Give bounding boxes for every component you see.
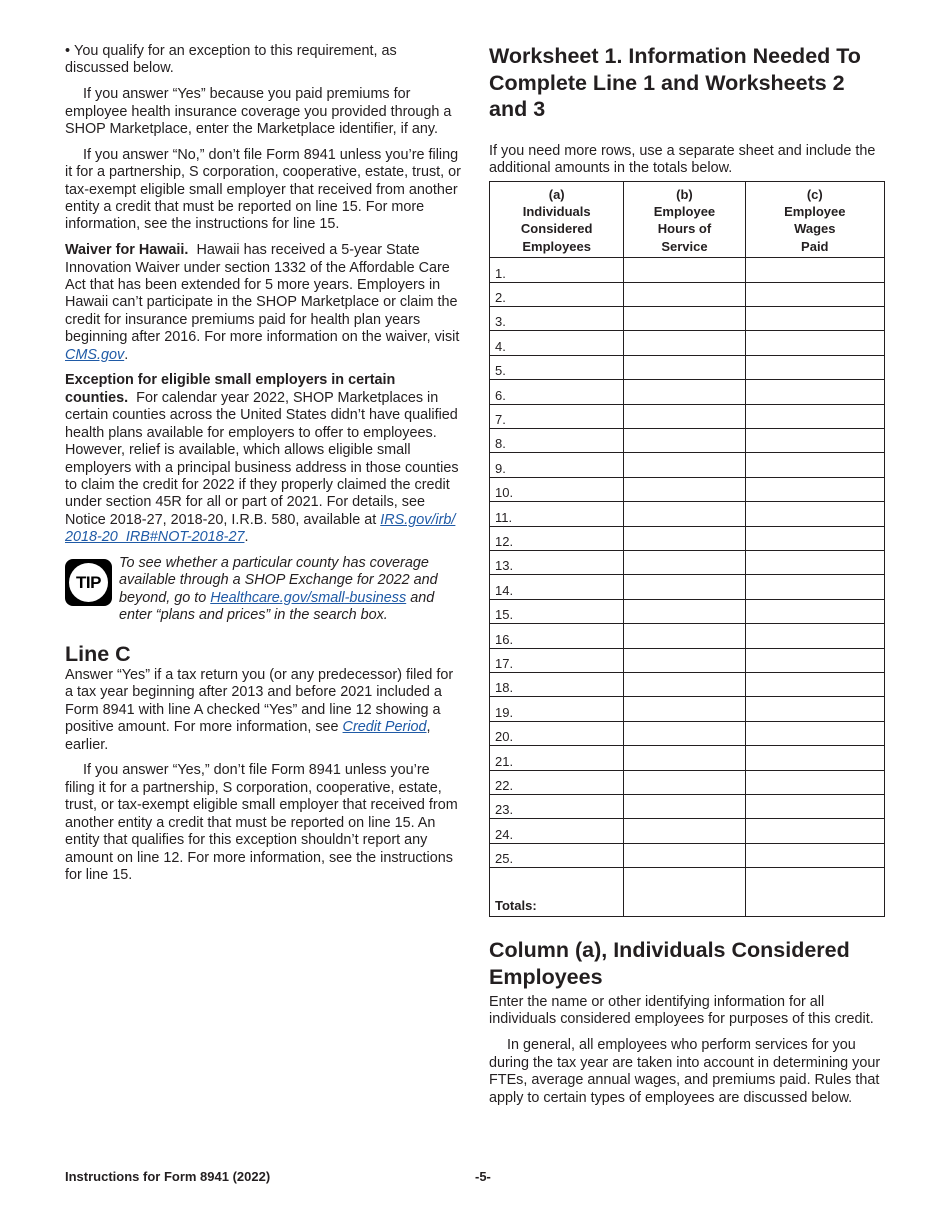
wages-cell[interactable] xyxy=(745,331,884,355)
table-row xyxy=(490,746,885,770)
hours-cell[interactable] xyxy=(624,819,745,843)
form-title: Instructions for Form 8941 (2022) xyxy=(65,1169,271,1184)
paragraph-yes: If you answer “Yes” because you paid premiums for employee health insurance coverage you provided through a SHOP Marketplace, enter the Marketplace identifier, if any. xyxy=(65,86,452,138)
row-number[interactable]: 5. xyxy=(490,355,624,379)
hours-cell[interactable] xyxy=(624,624,745,648)
totals-row xyxy=(490,868,885,917)
exception-title: Exception for eligible small employers in certain counties. xyxy=(65,372,396,406)
right-column xyxy=(489,43,885,1115)
table-row xyxy=(490,526,885,550)
wages-cell[interactable] xyxy=(745,551,884,575)
wages-cell[interactable] xyxy=(745,672,884,696)
hours-cell[interactable] xyxy=(624,429,745,453)
row-number[interactable]: 23. xyxy=(490,794,624,818)
table-row xyxy=(490,770,885,794)
hours-cell[interactable] xyxy=(624,526,745,550)
hours-cell[interactable] xyxy=(624,575,745,599)
hours-cell[interactable] xyxy=(624,258,745,282)
page-number: -5- xyxy=(475,1169,491,1184)
wages-cell[interactable] xyxy=(745,697,884,721)
row-number[interactable]: 2. xyxy=(490,282,624,306)
bullet-icon: • xyxy=(65,43,75,59)
column-b-header: (b) Employee Hours of Service xyxy=(624,182,745,258)
table-row xyxy=(490,355,885,379)
exception-paragraph: Exception for eligible small employers in certain counties. For calendar year 2022, SHOP Marketplaces in certain counties across the United States didn’t have qualified health plans available for employers to offer to employees. However, relief is available, which allows eligible small employers with a principal business address in those counties to claim the credit for 2022 if they properly claimed the credit under section 45R for all or part of 2021. For details, see Notice 2018-27, 2018-20, I.R.B. 580, available at IRS.gov/irb/ 2018-20_IRB#NOT-2018-27. xyxy=(65,372,459,546)
table-row xyxy=(490,502,885,526)
table-row xyxy=(490,380,885,404)
wages-cell[interactable] xyxy=(745,477,884,501)
row-number[interactable]: 25. xyxy=(490,843,624,867)
wages-cell[interactable] xyxy=(745,819,884,843)
row-number[interactable]: 22. xyxy=(490,770,624,794)
bullet-item: • You qualify for an exception to this requirement, as discussed below. xyxy=(65,43,397,77)
hours-cell[interactable] xyxy=(624,380,745,404)
wages-cell[interactable] xyxy=(745,526,884,550)
table-row xyxy=(490,331,885,355)
row-number[interactable]: 17. xyxy=(490,648,624,672)
row-number[interactable]: 7. xyxy=(490,404,624,428)
row-number[interactable]: 4. xyxy=(490,331,624,355)
table-row xyxy=(490,551,885,575)
row-number[interactable]: 11. xyxy=(490,502,624,526)
row-number[interactable]: 14. xyxy=(490,575,624,599)
wages-cell[interactable] xyxy=(745,380,884,404)
table-row xyxy=(490,258,885,282)
row-number[interactable]: 20. xyxy=(490,721,624,745)
row-number[interactable]: 6. xyxy=(490,380,624,404)
wages-cell[interactable] xyxy=(745,453,884,477)
hours-cell[interactable] xyxy=(624,307,745,331)
table-row xyxy=(490,721,885,745)
line-c-yes-paragraph: If you answer “Yes,” don’t file Form 8941 unless you’re filing it for a partnership, S corporation, cooperative, estate, trust, or tax-exempt eligible small employer that received from another entity a credit that must be reported on line 15. An entity that qualifies for this exception shouldn’t report any amount on line 12. For more information, see the instructions for line 15. xyxy=(65,762,458,883)
row-number[interactable]: 19. xyxy=(490,697,624,721)
hours-cell[interactable] xyxy=(624,770,745,794)
page-footer xyxy=(65,1168,885,1185)
wages-cell[interactable] xyxy=(745,794,884,818)
table-row xyxy=(490,429,885,453)
hours-cell[interactable] xyxy=(624,502,745,526)
left-column xyxy=(65,43,461,893)
hours-cell[interactable] xyxy=(624,282,745,306)
line-c-paragraph: Answer “Yes” if a tax return you (or any predecessor) filed for a tax year beginning after 2013 and before 2021 included a Form 8941 with line A checked “Yes” and line 12 showing a positive amount. For more information, see Credit Period, earlier. xyxy=(65,667,454,753)
hours-cell[interactable] xyxy=(624,453,745,477)
row-number[interactable]: 1. xyxy=(490,258,624,282)
tip-block: TIP To see whether a particular county has coverage available through a SHOP Exchange for 2022 and beyond, go to Healthcare.gov/small-business and enter “plans and prices” in the search box. xyxy=(65,555,461,625)
wages-cell[interactable] xyxy=(745,770,884,794)
wages-total-cell[interactable] xyxy=(745,868,884,917)
column-a-heading: Column (a), Individuals Considered Employees xyxy=(489,938,850,989)
totals-label: Totals: xyxy=(490,868,624,917)
hours-cell[interactable] xyxy=(624,599,745,623)
hours-cell[interactable] xyxy=(624,697,745,721)
hawaii-title: Waiver for Hawaii. xyxy=(65,242,189,259)
table-row xyxy=(490,575,885,599)
table-row xyxy=(490,843,885,867)
hours-cell[interactable] xyxy=(624,672,745,696)
wages-cell[interactable] xyxy=(745,429,884,453)
hawaii-paragraph: Waiver for Hawaii. Hawaii has received a 5-year State Innovation Waiver under section 1332 of the Affordable Care Act that has been extended for 5 more years. Employers in Hawaii can’t participate in the SHOP Marketplace or claim the credit for insurance premiums paid for health plan years beginning after 2016. For more information on the waiver, visit CMS.gov. xyxy=(65,242,460,363)
hours-total-cell[interactable] xyxy=(624,868,745,917)
wages-cell[interactable] xyxy=(745,404,884,428)
column-a-paragraph-2: In general, all employees who perform services for you during the tax year are taken into account in determining your FTEs, average annual wages, and premiums paid. Rules that apply to certain types of employees are discussed below. xyxy=(489,1037,881,1106)
hours-cell[interactable] xyxy=(624,648,745,672)
row-number[interactable]: 24. xyxy=(490,819,624,843)
wages-cell[interactable] xyxy=(745,624,884,648)
hours-cell[interactable] xyxy=(624,404,745,428)
hours-cell[interactable] xyxy=(624,331,745,355)
hours-cell[interactable] xyxy=(624,477,745,501)
table-row xyxy=(490,453,885,477)
cms-link[interactable]: CMS.gov xyxy=(65,346,125,363)
row-number[interactable]: 3. xyxy=(490,307,624,331)
table-row xyxy=(490,404,885,428)
credit-period-link[interactable]: Credit Period xyxy=(342,719,427,736)
row-number[interactable]: 13. xyxy=(490,551,624,575)
column-a-paragraph-1: Enter the name or other identifying information for all individuals considered employees for purposes of this credit. xyxy=(489,994,874,1028)
wages-cell[interactable] xyxy=(745,843,884,867)
table-row xyxy=(490,282,885,306)
worksheet-heading: Worksheet 1. Information Needed To Complete Line 1 and Worksheets 2 and 3 xyxy=(489,44,861,121)
table-row xyxy=(490,697,885,721)
wages-cell[interactable] xyxy=(745,648,884,672)
hours-cell[interactable] xyxy=(624,746,745,770)
hours-cell[interactable] xyxy=(624,551,745,575)
line-c-heading: Line C xyxy=(65,641,131,666)
row-number[interactable]: 9. xyxy=(490,453,624,477)
hours-cell[interactable] xyxy=(624,355,745,379)
wages-cell[interactable] xyxy=(745,599,884,623)
row-number[interactable]: 18. xyxy=(490,672,624,696)
row-number[interactable]: 10. xyxy=(490,477,624,501)
worksheet-header-row xyxy=(490,182,885,258)
row-number[interactable]: 15. xyxy=(490,599,624,623)
column-a-header: (a) Individuals Considered Employees xyxy=(490,182,624,258)
table-row xyxy=(490,819,885,843)
table-row xyxy=(490,624,885,648)
table-row xyxy=(490,477,885,501)
tip-icon: TIP xyxy=(65,559,112,606)
table-row xyxy=(490,648,885,672)
worksheet-intro: If you need more rows, use a separate sheet and include the additional amounts in the totals below. xyxy=(489,142,876,176)
column-c-header: (c) Employee Wages Paid xyxy=(745,182,884,258)
paragraph-no: If you answer “No,” don’t file Form 8941 unless you’re filing it for a partnership, S corporation, cooperative, estate, trust, or tax-exempt eligible small employer that received from another entity a credit that must be reported on line 15. For more information, see the instructions for line 15. xyxy=(65,146,461,233)
row-number[interactable]: 8. xyxy=(490,429,624,453)
worksheet-table xyxy=(489,181,885,917)
wages-cell[interactable] xyxy=(745,355,884,379)
table-row xyxy=(490,794,885,818)
wages-cell[interactable] xyxy=(745,258,884,282)
table-row xyxy=(490,672,885,696)
wages-cell[interactable] xyxy=(745,282,884,306)
table-row xyxy=(490,307,885,331)
wages-cell[interactable] xyxy=(745,307,884,331)
row-number[interactable]: 21. xyxy=(490,746,624,770)
hours-cell[interactable] xyxy=(624,843,745,867)
healthcare-link[interactable]: Healthcare.gov/small-business xyxy=(210,589,407,606)
row-number[interactable]: 16. xyxy=(490,624,624,648)
wages-cell[interactable] xyxy=(745,502,884,526)
table-row xyxy=(490,599,885,623)
hours-cell[interactable] xyxy=(624,794,745,818)
wages-cell[interactable] xyxy=(745,575,884,599)
wages-cell[interactable] xyxy=(745,721,884,745)
row-number[interactable]: 12. xyxy=(490,526,624,550)
hours-cell[interactable] xyxy=(624,721,745,745)
irs-irb-link[interactable]: IRS.gov/irb/ 2018-20_IRB#NOT-2018-27 xyxy=(65,511,456,546)
wages-cell[interactable] xyxy=(745,746,884,770)
